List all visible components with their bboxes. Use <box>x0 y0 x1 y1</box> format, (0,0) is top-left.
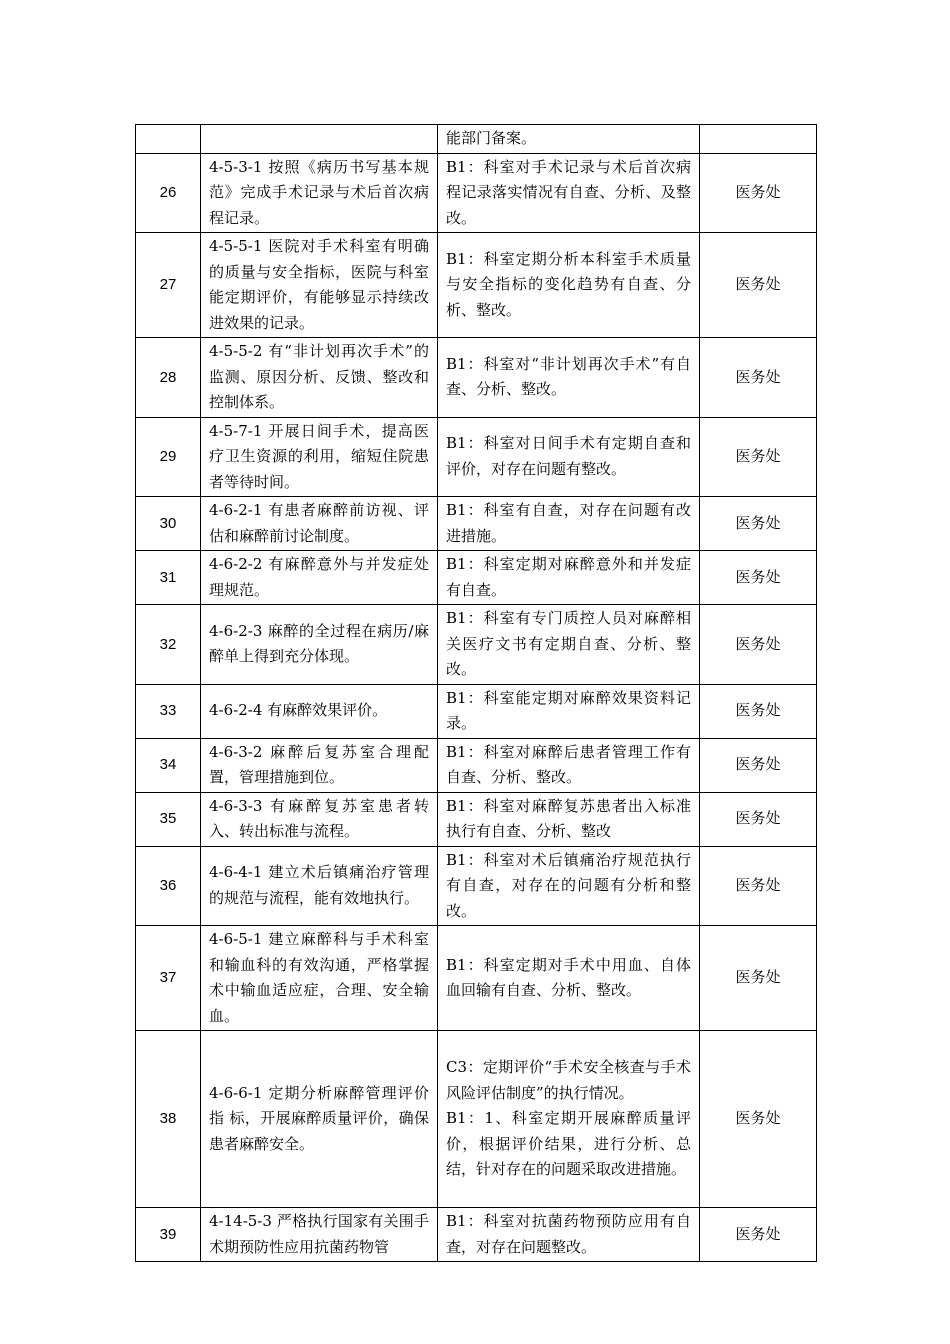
evaluation-line: B1：科室对日间手术有定期自查和评价，对存在问题有整改。 <box>446 434 691 478</box>
standard-text: 4-6-2-1 有患者麻醉前访视、评估和麻醉前讨论制度。 <box>201 497 438 551</box>
evaluation-text <box>438 605 700 685</box>
department-text: 医务处 <box>700 1031 817 1208</box>
evaluation-line: C3：定期评价“手术安全核查与手术风险评估制度”的执行情况。 <box>446 1058 691 1102</box>
standard-text: 4-5-5-1 医院对手术科室有明确的质量与安全指标，医院与科室能定期评价，有能够显示持续改进效果的记录。 <box>201 233 438 338</box>
evaluation-text <box>438 1031 700 1208</box>
evaluation-line: B1：科室对麻醉复苏患者出入标准执行有自查、分析、整改 <box>446 796 691 840</box>
evaluation-text <box>438 846 700 926</box>
standard-text: 4-5-7-1 开展日间手术，提高医疗卫生资源的利用，缩短住院患者等待时间。 <box>201 417 438 497</box>
table-row <box>136 846 817 926</box>
table-row <box>136 1031 817 1208</box>
standard-text: 4-6-3-3 有麻醉复苏室患者转入、转出标准与流程。 <box>201 792 438 846</box>
table-row <box>136 1208 817 1262</box>
evaluation-text <box>438 926 700 1031</box>
evaluation-line: 能部门备案。 <box>446 129 537 147</box>
evaluation-line: B1：科室有专门质控人员对麻醉相关医疗文书有定期自查、分析、整改。 <box>446 609 691 678</box>
table-row <box>136 926 817 1031</box>
row-number: 27 <box>136 233 201 338</box>
evaluation-line: B1：科室对麻醉后患者管理工作有自查、分析、整改。 <box>446 742 691 786</box>
evaluation-text <box>438 792 700 846</box>
table-row <box>136 417 817 497</box>
department-text: 医务处 <box>700 551 817 605</box>
evaluation-text <box>438 125 700 154</box>
evaluation-line: B1：科室对“非计划再次手术”有自查、分析、整改。 <box>446 354 691 399</box>
row-number: 38 <box>136 1031 201 1208</box>
row-number <box>136 125 201 154</box>
table-row <box>136 497 817 551</box>
row-number: 30 <box>136 497 201 551</box>
standard-text: 4-6-2-3 麻醉的全过程在病历/麻醉单上得到充分体现。 <box>201 605 438 685</box>
evaluation-line: B1：1、科室定期开展麻醉质量评价，根据评价结果，进行分析、总结，针对存在的问题采取改进措施。 <box>446 1109 691 1179</box>
department-text: 医务处 <box>700 338 817 418</box>
evaluation-text <box>438 338 700 418</box>
table-row <box>136 153 817 233</box>
evaluation-line: B1：科室对抗菌药物预防应用有自查，对存在问题整改。 <box>446 1212 691 1256</box>
row-number: 28 <box>136 338 201 418</box>
evaluation-line: B1：科室对手术记录与术后首次病程记录落实情况有自查、分析、及整改。 <box>446 157 691 227</box>
row-number: 37 <box>136 926 201 1031</box>
department-text: 医务处 <box>700 153 817 233</box>
standard-text <box>201 125 438 154</box>
table-row <box>136 233 817 338</box>
evaluation-text <box>438 233 700 338</box>
table-row <box>136 605 817 685</box>
standard-text: 4-6-6-1 定期分析麻醉管理评价指 标，开展麻醉质量评价，确保患者麻醉安全。 <box>201 1031 438 1208</box>
department-text: 医务处 <box>700 684 817 738</box>
row-number: 39 <box>136 1208 201 1262</box>
department-text: 医务处 <box>700 497 817 551</box>
table-row <box>136 792 817 846</box>
department-text: 医务处 <box>700 846 817 926</box>
standard-text: 4-6-5-1 建立麻醉科与手术科室和输血科的有效沟通，严格掌握术中输血适应症，合理、安全输血。 <box>201 926 438 1031</box>
table-row <box>136 551 817 605</box>
row-number: 29 <box>136 417 201 497</box>
evaluation-line: B1：科室有自查，对存在问题有改进措施。 <box>446 501 691 545</box>
evaluation-text <box>438 684 700 738</box>
department-text: 医务处 <box>700 792 817 846</box>
evaluation-text <box>438 153 700 233</box>
table-row <box>136 125 817 154</box>
row-number: 33 <box>136 684 201 738</box>
standard-text: 4-6-3-2 麻醉后复苏室合理配置，管理措施到位。 <box>201 738 438 792</box>
row-number: 36 <box>136 846 201 926</box>
evaluation-text <box>438 417 700 497</box>
table-row <box>136 738 817 792</box>
evaluation-line: B1：科室对术后镇痛治疗规范执行有自查，对存在的问题有分析和整改。 <box>446 850 691 920</box>
department-text: 医务处 <box>700 926 817 1031</box>
department-text: 医务处 <box>700 1208 817 1262</box>
department-text: 医务处 <box>700 605 817 685</box>
standard-text: 4-6-2-4 有麻醉效果评价。 <box>201 684 438 738</box>
row-number: 35 <box>136 792 201 846</box>
evaluation-text <box>438 1208 700 1262</box>
standard-text: 4-6-2-2 有麻醉意外与并发症处理规范。 <box>201 551 438 605</box>
table-row <box>136 338 817 418</box>
evaluation-line: B1：科室定期对麻醉意外和并发症有自查。 <box>446 555 691 599</box>
row-number: 26 <box>136 153 201 233</box>
standard-text: 4-6-4-1 建立术后镇痛治疗管理 的规范与流程，能有效地执行。 <box>201 846 438 926</box>
department-text: 医务处 <box>700 738 817 792</box>
department-text: 医务处 <box>700 233 817 338</box>
department-text <box>700 125 817 154</box>
evaluation-text <box>438 497 700 551</box>
row-number: 31 <box>136 551 201 605</box>
standard-text: 4-5-5-2 有“非计划再次手术”的监测、原因分析、反馈、整改和控制体系。 <box>201 338 438 418</box>
standards-table <box>135 124 817 1262</box>
row-number: 34 <box>136 738 201 792</box>
standard-text: 4-5-3-1 按照《病历书写基本规范》完成手术记录与术后首次病程记录。 <box>201 153 438 233</box>
standard-text: 4-14-5-3 严格执行国家有关围手术期预防性应用抗菌药物管 <box>201 1208 438 1262</box>
row-number: 32 <box>136 605 201 685</box>
department-text: 医务处 <box>700 417 817 497</box>
evaluation-line: B1：科室能定期对麻醉效果资料记录。 <box>446 688 691 732</box>
evaluation-line: B1：科室定期分析本科室手术质量与安全指标的变化趋势有自查、分析、整改。 <box>446 249 691 319</box>
evaluation-line: B1：科室定期对手术中用血、自体血回输有自查、分析、整改。 <box>446 955 691 999</box>
evaluation-text <box>438 738 700 792</box>
evaluation-text <box>438 551 700 605</box>
table-row <box>136 684 817 738</box>
